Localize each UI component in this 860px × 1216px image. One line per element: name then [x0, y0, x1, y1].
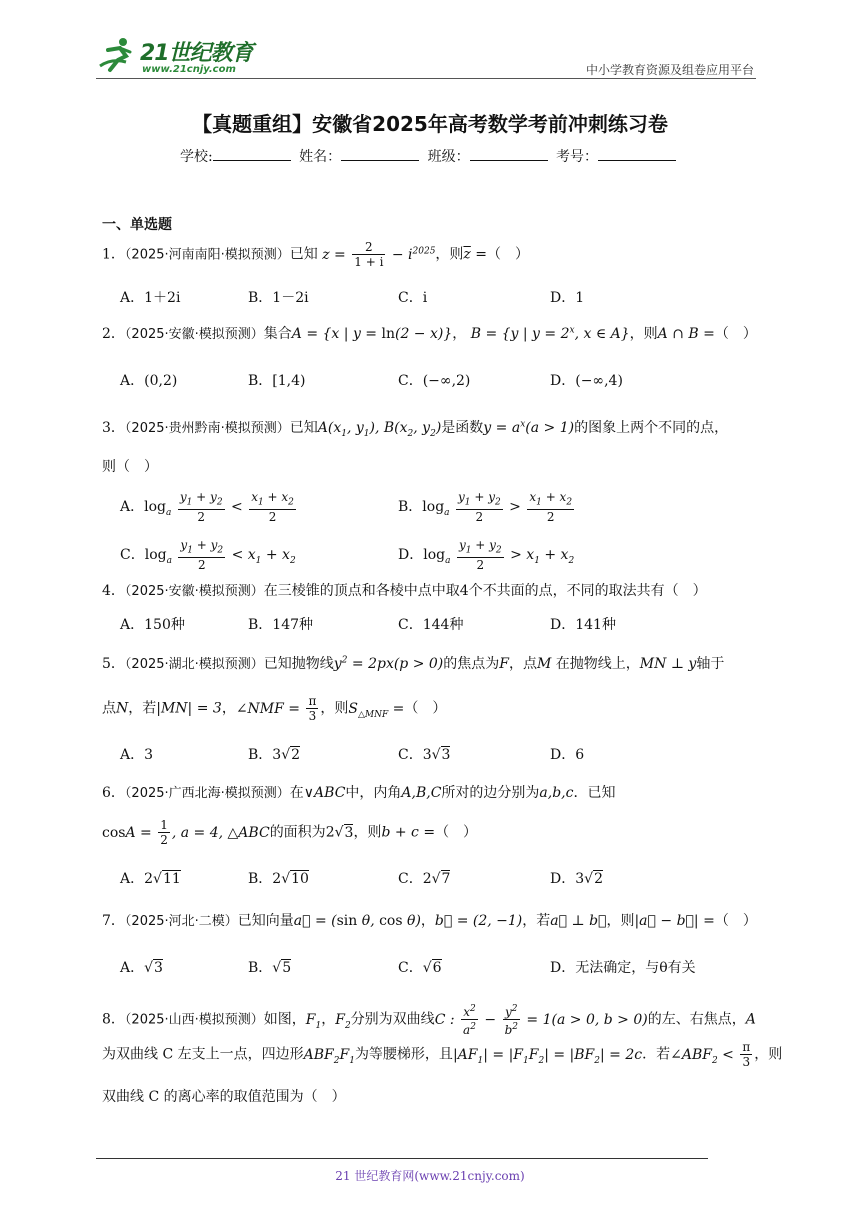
option-formula: 2√7	[422, 871, 451, 887]
stem-text: 已知向量	[237, 913, 294, 929]
stem-text: （ ）	[714, 326, 757, 342]
formula: A	[745, 1011, 756, 1028]
question-number: 3．	[102, 420, 125, 436]
logo-url: www.21cnjy.com	[142, 64, 236, 75]
formula: $A(x_1$, $y_1$), $B(x_2$, $y_2$)	[317, 420, 442, 439]
option-label: B．	[248, 871, 273, 887]
option-label: B．	[248, 960, 273, 976]
option-d[interactable]	[550, 287, 584, 307]
option-a[interactable]	[120, 957, 163, 977]
option-b[interactable]	[248, 287, 309, 307]
option-a[interactable]	[120, 614, 185, 634]
question-number: 2．	[102, 326, 125, 342]
option-label: C．	[398, 871, 423, 887]
stem-text: ，则	[606, 913, 635, 929]
stem-text: 如图，	[263, 1011, 306, 1028]
option-formula: 3√3	[422, 747, 451, 763]
option-b[interactable]	[398, 490, 576, 524]
question-5-stem-line2	[102, 694, 446, 723]
option-b[interactable]	[248, 370, 306, 390]
question-7-stem	[102, 910, 757, 930]
option-b[interactable]	[248, 744, 300, 764]
stem-text: 在抛物线上，	[555, 656, 640, 672]
option-label: B．	[248, 617, 273, 633]
option-formula: $\log_a$ $\frac{y_1 + y_2}{2}$ > $x_1 + x_2$	[423, 538, 575, 573]
option-formula: $\log_a$ $\frac{y_1 + y_2}{2}$ < $\frac{x_1 + x_2}{2}$	[144, 490, 294, 525]
question-8-stem-line3: 双曲线 C 的离心率的取值范围为（ ）	[102, 1089, 346, 1105]
option-c[interactable]	[398, 287, 427, 307]
formula: a⃗ ⊥ b⃗	[550, 913, 607, 929]
question-source: （2025·贵州黔南·模拟预测）	[124, 421, 290, 436]
stem-text: ，	[221, 700, 236, 717]
stem-text: ，则	[435, 246, 464, 263]
stem-text: 为等腰梯形，且	[354, 1046, 453, 1063]
option-c[interactable]	[398, 370, 470, 390]
option-formula: $\log_a$ $\frac{y_1 + y_2}{2}$ < $x_1 + x_2$	[144, 538, 296, 573]
option-text: 1	[575, 290, 585, 306]
stem-text: 在∨	[289, 785, 315, 801]
option-formula: 3√2	[575, 871, 603, 887]
stem-text: 已知	[289, 420, 318, 436]
option-label: C．	[398, 373, 423, 389]
question-source: （2025·河南南阳·模拟预测）	[124, 247, 290, 263]
option-label: B．	[248, 290, 273, 306]
formula: 2√3	[325, 824, 354, 841]
formula: cosA = $\frac{1}{2}$ , a = 4, △ABC	[102, 818, 270, 847]
question-3-stem-line2: 则（ ）	[102, 459, 158, 475]
formula: $y = a^x(a > 1)$	[483, 419, 575, 436]
option-label: D．	[550, 747, 576, 763]
stem-text: ．若	[642, 1046, 671, 1063]
option-c[interactable]	[398, 744, 450, 764]
stem-text: ，若	[522, 913, 551, 929]
option-formula: $\log_a$ $\frac{y_1 + y_2}{2}$ > $\frac{x_1 + x_2}{2}$	[422, 490, 573, 525]
stem-text: 已知抛物线	[263, 656, 334, 672]
question-2-stem	[102, 323, 757, 343]
formula: A,B,C	[401, 785, 442, 801]
stem-text: （ ）	[435, 824, 478, 841]
stem-text: ，	[452, 326, 467, 342]
stem-text: ，	[420, 913, 435, 929]
option-text: 1－2i	[272, 290, 309, 306]
option-d[interactable]	[550, 957, 696, 977]
option-c[interactable]	[398, 868, 450, 888]
option-formula: √5	[272, 960, 292, 976]
question-number: 4．	[102, 583, 125, 599]
stem-text: 已知	[289, 246, 318, 263]
name-blank	[341, 146, 419, 161]
option-text: 无法确定，与θ有关	[575, 960, 696, 976]
question-number: 6．	[102, 785, 125, 801]
logo-text: 21世纪教育	[140, 41, 253, 66]
option-label: C．	[398, 290, 423, 306]
stem-text: ，若	[128, 700, 157, 717]
question-1-stem	[102, 240, 529, 269]
stem-text: 的面积为	[269, 824, 326, 841]
school-label: 学校:	[179, 149, 213, 165]
stem-text: 的图象上两个不同的点，	[574, 420, 729, 436]
question-8-stem	[102, 1002, 756, 1037]
option-label: D．	[550, 373, 576, 389]
question-8-stem-line2	[102, 1040, 782, 1069]
footer-link[interactable]: 21 世纪教育网(www.21cnjy.com)	[335, 1169, 525, 1183]
option-a[interactable]	[120, 370, 177, 390]
platform-name: 中小学教育资源及组卷应用平台	[585, 63, 754, 77]
option-c[interactable]	[398, 957, 442, 977]
option-a[interactable]	[120, 490, 298, 524]
option-c[interactable]	[120, 538, 296, 572]
option-text: 150种	[144, 617, 185, 633]
option-d[interactable]	[550, 370, 623, 390]
stem-text: 中，内角	[345, 785, 402, 801]
stem-text: 集合	[263, 326, 292, 342]
question-number: 7．	[102, 913, 125, 929]
number-blank	[598, 146, 676, 161]
question-source: （2025·广西北海·模拟预测）	[124, 786, 290, 801]
stem-text: 点	[102, 700, 116, 717]
option-label: A．	[120, 617, 145, 633]
formula: M	[536, 656, 552, 672]
formula: $\angle ABF_2$ < $\frac{\pi}{3}$	[670, 1040, 751, 1069]
formula: N	[116, 700, 129, 717]
option-text: 144种	[422, 617, 464, 633]
formula: ∠NMF = $\frac{\pi}{3}$	[235, 694, 317, 723]
formula: b + c =	[381, 824, 436, 841]
question-6-stem-line2	[102, 818, 477, 847]
question-6-stem	[102, 782, 615, 802]
option-label: C．	[398, 747, 423, 763]
formula: $F_2$	[335, 1011, 351, 1031]
option-label: C．	[120, 547, 145, 564]
option-b[interactable]	[248, 868, 309, 888]
stem-text: ，则	[353, 824, 382, 841]
option-d[interactable]	[550, 614, 616, 634]
header-divider	[96, 78, 756, 79]
formula: z = $\frac{2}{1 + i}$ − $i^{2025}$	[322, 240, 436, 269]
option-a[interactable]	[120, 287, 180, 307]
formula: $\overline{z}$ =	[463, 246, 487, 263]
question-5-stem	[102, 653, 724, 673]
option-label: D．	[550, 617, 576, 633]
formula: a,b,c	[539, 785, 574, 801]
option-label: A．	[120, 373, 145, 389]
option-text: 141种	[575, 617, 616, 633]
stem-text: 的焦点为	[443, 656, 500, 672]
page-title: 【真题重组】安徽省2025年高考数学考前冲刺练习卷	[192, 112, 668, 136]
formula: F	[499, 656, 509, 672]
question-source: （2025·河北·二模）	[124, 914, 238, 929]
question-number: 5．	[102, 656, 125, 672]
student-info-line	[0, 146, 860, 166]
option-b[interactable]	[248, 614, 313, 634]
question-source: （2025·湖北·模拟预测）	[124, 657, 264, 672]
stem-text: 所对的边分别为	[441, 785, 540, 801]
stem-text: 的左、右焦点，	[647, 1011, 746, 1028]
formula: $S_{\triangle MNF}$ =	[348, 700, 405, 720]
option-a[interactable]	[120, 744, 153, 764]
stem-text: ．已知	[573, 785, 616, 801]
formula: $y^2 = 2px(p > 0)$	[333, 655, 444, 672]
formula: A = {x | y = ln(2 − x)}	[291, 326, 453, 342]
question-4-stem	[102, 580, 707, 600]
stem-text: ，则	[629, 326, 658, 342]
name-label: 姓名：	[299, 149, 342, 165]
stem-text: 轴于	[696, 656, 725, 672]
option-b[interactable]	[248, 957, 291, 977]
option-formula: √6	[422, 960, 442, 976]
question-source: （2025·安徽·模拟预测）	[124, 584, 264, 599]
option-text: (−∞,2)	[422, 373, 471, 389]
option-label: B．	[248, 373, 273, 389]
formula: ABC	[314, 785, 346, 801]
stem-text: （ ）	[487, 246, 529, 263]
stem-text: （ ）	[714, 913, 757, 929]
option-label: D．	[398, 547, 424, 564]
formula: $|AF_1| = |F_1F_2| = |BF_2| = 2c$	[452, 1046, 643, 1066]
option-text: 3	[144, 747, 154, 763]
question-number: 8．	[102, 1011, 125, 1028]
option-label: C．	[398, 960, 423, 976]
stem-text: 在三棱锥的顶点和各棱中点中取4个不共面的点，不同的取法共有（ ）	[263, 583, 707, 599]
runner-logo-icon	[96, 36, 140, 76]
option-label: A．	[120, 290, 145, 306]
stem-text: ，	[321, 1011, 336, 1028]
option-text: i	[422, 290, 428, 306]
formula: $ABF_2F_1$	[303, 1046, 355, 1066]
question-3-stem	[102, 417, 728, 439]
formula: a⃗ = (sin θ, cos θ)	[293, 913, 421, 929]
option-formula: 2√10	[272, 871, 309, 887]
option-text: 147种	[272, 617, 314, 633]
stem-text: （ ）	[404, 700, 447, 717]
option-label: A．	[120, 960, 145, 976]
option-d[interactable]	[550, 868, 603, 888]
formula: |a⃗ − b⃗| =	[634, 913, 715, 929]
option-d[interactable]	[550, 744, 584, 764]
formula: C : $\frac{x^2}{a^2}$ − $\frac{y^2}{b^2}$ = 1(a > 0, b > 0)	[434, 1004, 648, 1037]
question-source: （2025·山西·模拟预测）	[124, 1012, 264, 1028]
option-label: A．	[120, 499, 145, 516]
stem-text: ，则	[754, 1046, 783, 1063]
option-a[interactable]	[120, 868, 181, 888]
option-d[interactable]	[398, 538, 574, 572]
question-number: 1．	[102, 246, 125, 263]
formula: MN ⊥ y	[639, 656, 697, 672]
formula: b⃗ = (2, −1)	[434, 913, 523, 929]
class-label: 班级：	[427, 149, 470, 165]
option-label: D．	[550, 871, 576, 887]
number-label: 考号：	[556, 149, 599, 165]
option-formula: √3	[144, 960, 163, 976]
option-text: 6	[575, 747, 585, 763]
option-text: (0,2)	[144, 373, 178, 389]
option-formula: 3√2	[272, 747, 301, 763]
option-formula: 2√11	[144, 871, 181, 887]
stem-text: 为双曲线 C 左支上一点，四边形	[102, 1046, 304, 1063]
option-label: D．	[550, 960, 576, 976]
site-logo	[96, 34, 261, 80]
class-blank	[470, 146, 548, 161]
option-text: (−∞,4)	[575, 373, 623, 389]
option-label: A．	[120, 747, 145, 763]
option-label: A．	[120, 871, 145, 887]
formula: $F_1$	[305, 1011, 322, 1031]
option-label: B．	[248, 747, 273, 763]
question-source: （2025·安徽·模拟预测）	[124, 327, 264, 342]
formula: |MN| = 3	[156, 700, 222, 717]
section-heading: 一、单选题	[102, 217, 172, 233]
stem-text: ，点	[508, 656, 537, 672]
stem-text: ，则	[320, 700, 349, 717]
formula: A ∩ B =	[657, 326, 715, 342]
option-label: B．	[398, 499, 423, 516]
option-label: C．	[398, 617, 423, 633]
stem-text: 是函数	[441, 420, 484, 436]
school-blank	[213, 146, 291, 161]
stem-text: 分别为双曲线	[350, 1011, 435, 1028]
footer-divider	[96, 1158, 708, 1159]
option-c[interactable]	[398, 614, 463, 634]
option-label: D．	[550, 290, 576, 306]
option-text: 1＋2i	[144, 290, 181, 306]
option-text: [1,4)	[272, 373, 306, 389]
formula: B = {y | $y = 2^x$, x ∈ A}	[470, 325, 630, 342]
